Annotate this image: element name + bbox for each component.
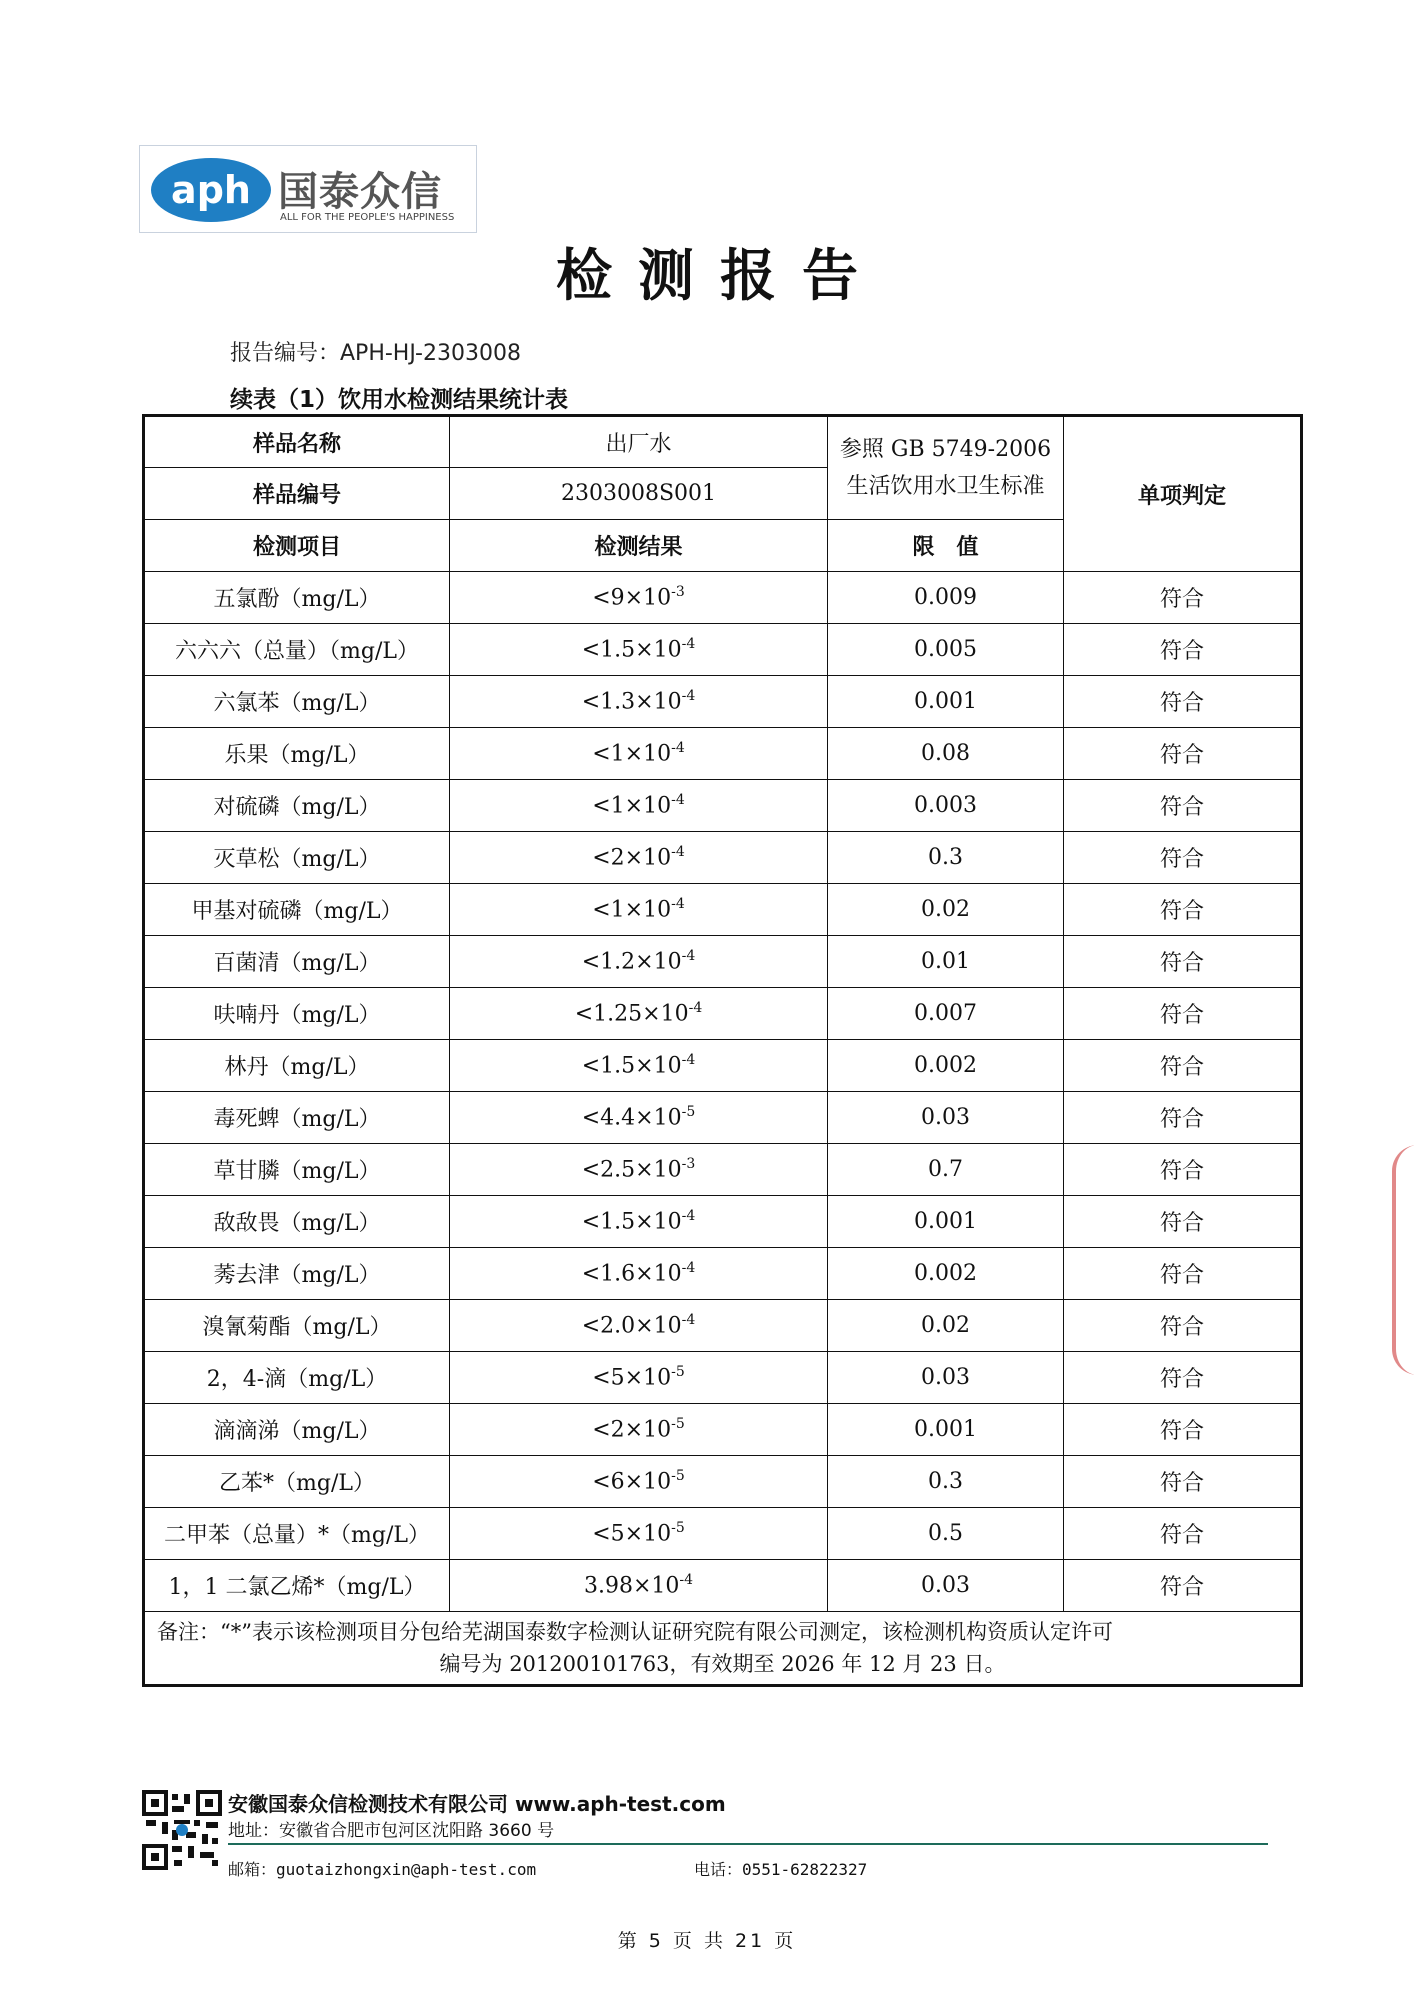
result-base: <5×10 [592, 1521, 672, 1547]
item-cell: 乐果（mg/L） [144, 728, 450, 780]
result-exponent: -4 [671, 896, 685, 913]
result-cell [450, 676, 828, 728]
result-exponent: -4 [681, 948, 696, 965]
result-exponent: -4 [681, 636, 696, 653]
item-cell: 对硫磷（mg/L） [144, 780, 450, 832]
item-cell: 敌敌畏（mg/L） [144, 1196, 450, 1248]
footer-phone: 电话：0551-62822327 [694, 1860, 868, 1879]
limit-cell: 0.005 [828, 624, 1064, 676]
result-base: <1.5×10 [581, 1209, 682, 1235]
result-cell [450, 728, 828, 780]
result-cell [450, 988, 828, 1040]
item-cell: 1，1 二氯乙烯*（mg/L） [144, 1560, 450, 1612]
result-exponent: -4 [671, 844, 685, 861]
item-cell: 甲基对硫磷（mg/L） [144, 884, 450, 936]
limit-cell: 0.003 [828, 780, 1064, 832]
result-cell [450, 1196, 828, 1248]
limit-cell: 0.001 [828, 1404, 1064, 1456]
limit-cell: 0.03 [828, 1560, 1064, 1612]
results-table [142, 414, 1303, 1687]
table-row [144, 728, 1302, 780]
result-exponent: -4 [679, 1572, 694, 1589]
seal-edge [1392, 1145, 1414, 1375]
logo-company-name: 国泰众信 [278, 169, 442, 215]
result-base: <6×10 [592, 1469, 672, 1495]
item-cell: 二甲苯（总量）*（mg/L） [144, 1508, 450, 1560]
note-line-1: 备注：“*”表示该检测项目分包给芜湖国泰数字检测认证研究院有限公司测定，该检测机构资质认定许可 [157, 1620, 1113, 1644]
result-base: <1.2×10 [581, 949, 682, 975]
item-cell: 毒死蜱（mg/L） [144, 1092, 450, 1144]
table-row [144, 1352, 1302, 1404]
result-base: <2×10 [592, 1417, 672, 1443]
judgement-cell: 符合 [1064, 1560, 1302, 1612]
result-base: <2×10 [592, 845, 672, 871]
result-base: <1.5×10 [581, 637, 682, 663]
note-cell [144, 1612, 1302, 1686]
svg-text:aph: aph [171, 168, 251, 212]
result-cell [450, 572, 828, 624]
result-cell [450, 1456, 828, 1508]
result-exponent: -4 [671, 740, 685, 757]
footer-divider [228, 1843, 1268, 1845]
result-cell [450, 1248, 828, 1300]
judgement-cell: 符合 [1064, 780, 1302, 832]
logo-tagline: ALL FOR THE PEOPLE'S HAPPINESS [280, 212, 455, 223]
note-line-2: 编号为 201200101763，有效期至 2026 年 12 月 23 日。 [439, 1652, 1006, 1676]
result-header: 检测结果 [450, 520, 828, 572]
item-cell: 草甘膦（mg/L） [144, 1144, 450, 1196]
table-row [144, 572, 1302, 624]
result-base: <2.0×10 [581, 1313, 682, 1339]
table-row [144, 936, 1302, 988]
header-row-sample-name [144, 416, 1302, 468]
limit-cell: 0.002 [828, 1248, 1064, 1300]
judgement-cell: 符合 [1064, 1196, 1302, 1248]
item-cell: 乙苯*（mg/L） [144, 1456, 450, 1508]
result-exponent: -4 [671, 792, 685, 809]
table-row [144, 1456, 1302, 1508]
result-base: <4.4×10 [581, 1105, 682, 1131]
judgement-cell: 符合 [1064, 936, 1302, 988]
limit-cell: 0.02 [828, 884, 1064, 936]
result-cell [450, 1092, 828, 1144]
result-cell [450, 936, 828, 988]
table-caption: 续表（1）饮用水检测结果统计表 [230, 387, 569, 413]
report-title: 检测报告 [556, 244, 884, 309]
result-cell [450, 780, 828, 832]
item-cell: 滴滴涕（mg/L） [144, 1404, 450, 1456]
result-exponent: -4 [681, 1260, 696, 1277]
table-row [144, 1248, 1302, 1300]
limit-cell: 0.001 [828, 676, 1064, 728]
judgement-cell: 符合 [1064, 624, 1302, 676]
table-row [144, 1040, 1302, 1092]
standard-reference: 参照 GB 5749-2006 生活饮用水卫生标准 [828, 416, 1064, 520]
company-logo [139, 145, 477, 233]
result-cell [450, 624, 828, 676]
table-row [144, 1092, 1302, 1144]
judgement-cell: 符合 [1064, 1248, 1302, 1300]
result-exponent: -4 [681, 1052, 696, 1069]
judgement-cell: 符合 [1064, 1456, 1302, 1508]
limit-cell: 0.03 [828, 1352, 1064, 1404]
table-row [144, 884, 1302, 936]
judgement-cell: 符合 [1064, 1144, 1302, 1196]
table-row [144, 676, 1302, 728]
result-exponent: -5 [671, 1520, 685, 1537]
judgement-cell: 符合 [1064, 1508, 1302, 1560]
judgement-cell: 符合 [1064, 572, 1302, 624]
table-row [144, 1196, 1302, 1248]
result-cell [450, 1508, 828, 1560]
result-exponent: -5 [671, 1364, 685, 1381]
result-base: <9×10 [592, 585, 672, 611]
table-row [144, 1404, 1302, 1456]
limit-cell: 0.009 [828, 572, 1064, 624]
limit-cell: 0.7 [828, 1144, 1064, 1196]
footer-email: 邮箱：guotaizhongxin@aph-test.com [228, 1860, 537, 1879]
result-base: <1×10 [592, 793, 672, 819]
result-base: <1.6×10 [581, 1261, 682, 1287]
judgement-header: 单项判定 [1064, 416, 1302, 572]
limit-cell: 0.08 [828, 728, 1064, 780]
page-number: 第 5 页 共 21 页 [617, 1930, 797, 1952]
table-row [144, 1144, 1302, 1196]
judgement-cell: 符合 [1064, 676, 1302, 728]
result-exponent: -5 [681, 1104, 696, 1121]
result-cell [450, 1560, 828, 1612]
limit-cell: 0.01 [828, 936, 1064, 988]
judgement-cell: 符合 [1064, 728, 1302, 780]
judgement-cell: 符合 [1064, 884, 1302, 936]
item-cell: 莠去津（mg/L） [144, 1248, 450, 1300]
result-exponent: -4 [688, 1000, 703, 1017]
result-exponent: -4 [681, 688, 696, 705]
judgement-cell: 符合 [1064, 832, 1302, 884]
result-base: <5×10 [592, 1365, 672, 1391]
result-exponent: -3 [681, 1156, 696, 1173]
result-exponent: -5 [671, 1416, 685, 1433]
table-row [144, 1300, 1302, 1352]
result-base: <1.25×10 [574, 1001, 689, 1027]
judgement-cell: 符合 [1064, 988, 1302, 1040]
result-exponent: -4 [681, 1208, 696, 1225]
limit-cell: 0.007 [828, 988, 1064, 1040]
result-base: <1×10 [592, 897, 672, 923]
limit-cell: 0.3 [828, 1456, 1064, 1508]
sample-name-label: 样品名称 [144, 416, 450, 468]
table-row [144, 624, 1302, 676]
judgement-cell: 符合 [1064, 1404, 1302, 1456]
judgement-cell: 符合 [1064, 1040, 1302, 1092]
judgement-cell: 符合 [1064, 1300, 1302, 1352]
note-row [144, 1612, 1302, 1686]
limit-cell: 0.03 [828, 1092, 1064, 1144]
table-row [144, 1560, 1302, 1612]
limit-cell: 0.001 [828, 1196, 1064, 1248]
sample-number-label: 样品编号 [144, 468, 450, 520]
qr-code-icon [142, 1790, 222, 1874]
item-cell: 灭草松（mg/L） [144, 832, 450, 884]
item-cell: 五氯酚（mg/L） [144, 572, 450, 624]
result-cell [450, 1144, 828, 1196]
item-cell: 2，4-滴（mg/L） [144, 1352, 450, 1404]
result-cell [450, 884, 828, 936]
result-cell [450, 1404, 828, 1456]
table-row [144, 1508, 1302, 1560]
limit-cell: 0.002 [828, 1040, 1064, 1092]
limit-cell: 0.5 [828, 1508, 1064, 1560]
result-exponent: -3 [671, 584, 685, 601]
judgement-cell: 符合 [1064, 1352, 1302, 1404]
result-cell [450, 1300, 828, 1352]
item-cell: 六氯苯（mg/L） [144, 676, 450, 728]
result-exponent: -5 [671, 1468, 685, 1485]
result-cell [450, 1040, 828, 1092]
item-cell: 六六六（总量）（mg/L） [144, 624, 450, 676]
table-row [144, 988, 1302, 1040]
table-row [144, 832, 1302, 884]
item-cell: 林丹（mg/L） [144, 1040, 450, 1092]
result-cell [450, 1352, 828, 1404]
result-base: <2.5×10 [581, 1157, 682, 1183]
footer-address: 地址：安徽省合肥市包河区沈阳路 3660 号 [228, 1821, 555, 1841]
sample-number-value: 2303008S001 [450, 468, 828, 520]
result-base: 3.98×10 [583, 1573, 680, 1599]
result-cell [450, 832, 828, 884]
limit-cell: 0.3 [828, 832, 1064, 884]
footer-company: 安徽国泰众信检测技术有限公司 www.aph-test.com [228, 1792, 726, 1816]
item-header: 检测项目 [144, 520, 450, 572]
table-row [144, 780, 1302, 832]
result-base: <1.3×10 [581, 689, 682, 715]
item-cell: 百菌清（mg/L） [144, 936, 450, 988]
limit-header: 限 值 [828, 520, 1064, 572]
judgement-cell: 符合 [1064, 1092, 1302, 1144]
result-exponent: -4 [681, 1312, 696, 1329]
aph-logo-icon [150, 156, 272, 224]
item-cell: 呋喃丹（mg/L） [144, 988, 450, 1040]
result-base: <1×10 [592, 741, 672, 767]
item-cell: 溴氰菊酯（mg/L） [144, 1300, 450, 1352]
sample-name-value: 出厂水 [450, 416, 828, 468]
report-number: 报告编号：APH-HJ-2303008 [230, 341, 521, 366]
result-base: <1.5×10 [581, 1053, 682, 1079]
limit-cell: 0.02 [828, 1300, 1064, 1352]
